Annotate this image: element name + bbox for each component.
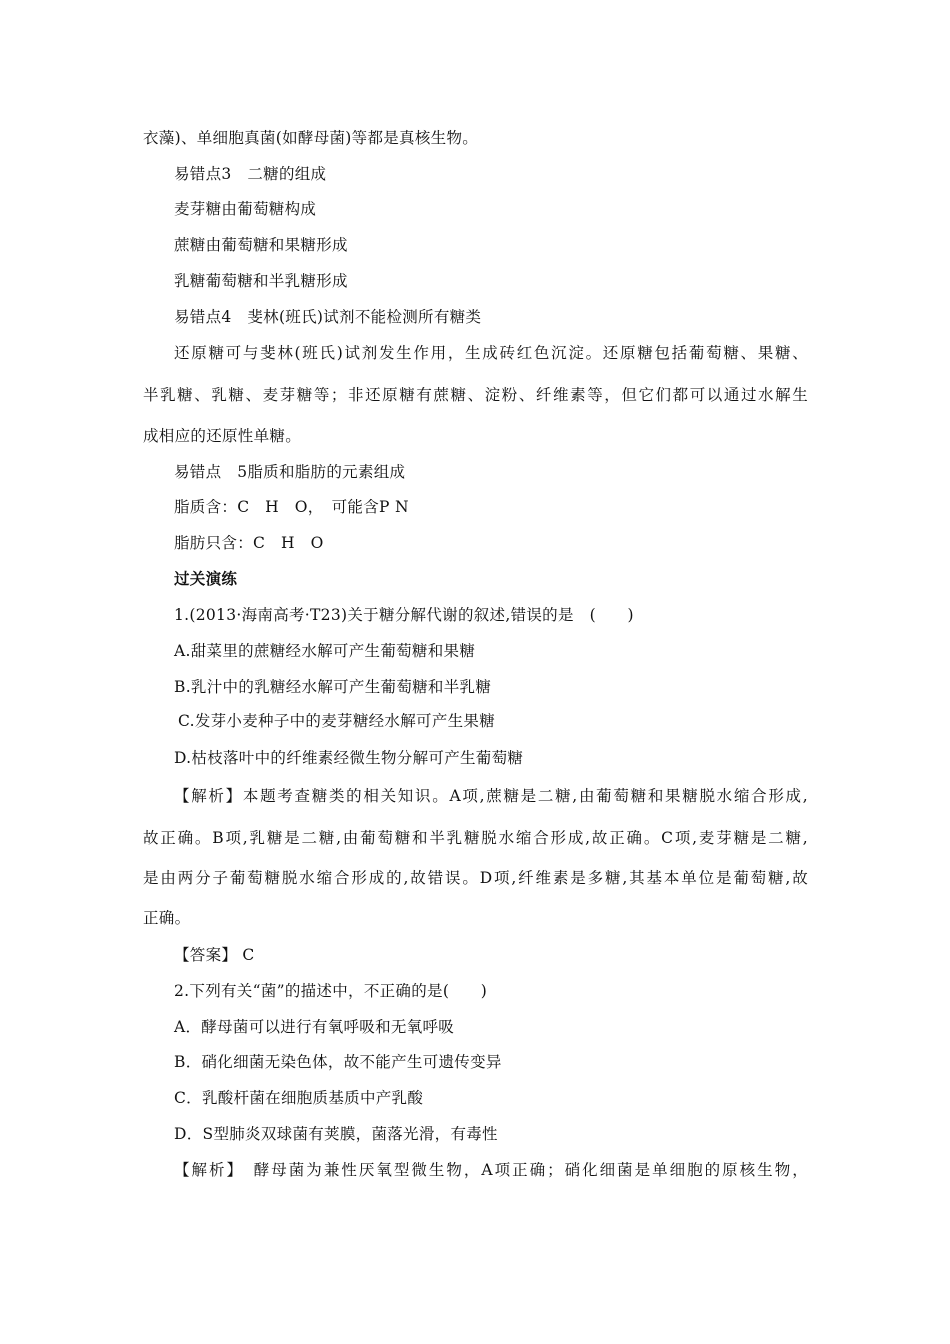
paragraph-line: 还原糖可与斐林(班氏)试剂发生作用，生成砖红色沉淀。还原糖包括葡萄糖、果糖、 xyxy=(174,344,808,362)
error-point-3-title: 易错点3 二糖的组成 xyxy=(174,165,327,183)
question-2-option-c: C．乳酸杆菌在细胞质基质中产乳酸 xyxy=(174,1089,424,1107)
paragraph-line: 半乳糖、乳糖、麦芽糖等；非还原糖有蔗糖、淀粉、纤维素等，但它们都可以通过水解生 xyxy=(143,386,808,404)
text-line: 脂质含：C H O， 可能含P N xyxy=(174,498,409,516)
question-1-explanation-line: 是由两分子葡萄糖脱水缩合形成的,故错误。D项,纤维素是多糖,其基本单位是葡萄糖,故 xyxy=(143,869,808,887)
question-2-option-d: D．S型肺炎双球菌有荚膜，菌落光滑，有毒性 xyxy=(174,1125,498,1143)
question-1-option-c: C.发芽小麦种子中的麦芽糖经水解可产生果糖 xyxy=(178,712,496,730)
question-1-option-a: A.甜菜里的蔗糖经水解可产生葡萄糖和果糖 xyxy=(174,642,476,660)
error-point-4-title: 易错点4 斐林(班氏)试剂不能检测所有糖类 xyxy=(174,308,482,326)
text-line: 乳糖葡萄糖和半乳糖形成 xyxy=(174,272,348,290)
text-line: 脂肪只含：C H O xyxy=(174,534,324,552)
question-1-explanation-line: 故正确。B项,乳糖是二糖,由葡萄糖和半乳糖脱水缩合形成,故正确。C项,麦芽糖是二糖, xyxy=(143,829,808,847)
text-line: 麦芽糖由葡萄糖构成 xyxy=(174,200,317,218)
error-point-5-title: 易错点 5脂质和脂肪的元素组成 xyxy=(174,463,406,481)
paragraph-line: 成相应的还原性单糖。 xyxy=(143,427,302,445)
question-2-option-a: A．酵母菌可以进行有氧呼吸和无氧呼吸 xyxy=(174,1018,455,1036)
question-1-answer: 【答案】 C xyxy=(174,946,255,964)
question-1-option-d: D.枯枝落叶中的纤维素经微生物分解可产生葡萄糖 xyxy=(174,749,524,767)
question-2-option-b: B．硝化细菌无染色体，故不能产生可遗传变异 xyxy=(174,1053,502,1071)
question-1-explanation-line: 【解析】本题考查糖类的相关知识。A项,蔗糖是二糖,由葡萄糖和果糖脱水缩合形成, xyxy=(174,787,808,805)
question-1-stem: 1.(2013·海南高考·T23)关于糖分解代谢的叙述,错误的是 ( ) xyxy=(174,606,634,624)
question-2-explanation-line: 【解析】 酵母菌为兼性厌氧型微生物，A项正确；硝化细菌是单细胞的原核生物， xyxy=(174,1161,808,1179)
text-line: 衣藻)、单细胞真菌(如酵母菌)等都是真核生物。 xyxy=(143,129,479,147)
question-2-stem: 2.下列有关“菌”的描述中，不正确的是( ) xyxy=(174,982,488,1000)
question-1-option-b: B.乳汁中的乳糖经水解可产生葡萄糖和半乳糖 xyxy=(174,678,492,696)
question-1-explanation-line: 正确。 xyxy=(143,909,191,927)
section-title: 过关演练 xyxy=(174,569,238,588)
text-line: 蔗糖由葡萄糖和果糖形成 xyxy=(174,236,348,254)
